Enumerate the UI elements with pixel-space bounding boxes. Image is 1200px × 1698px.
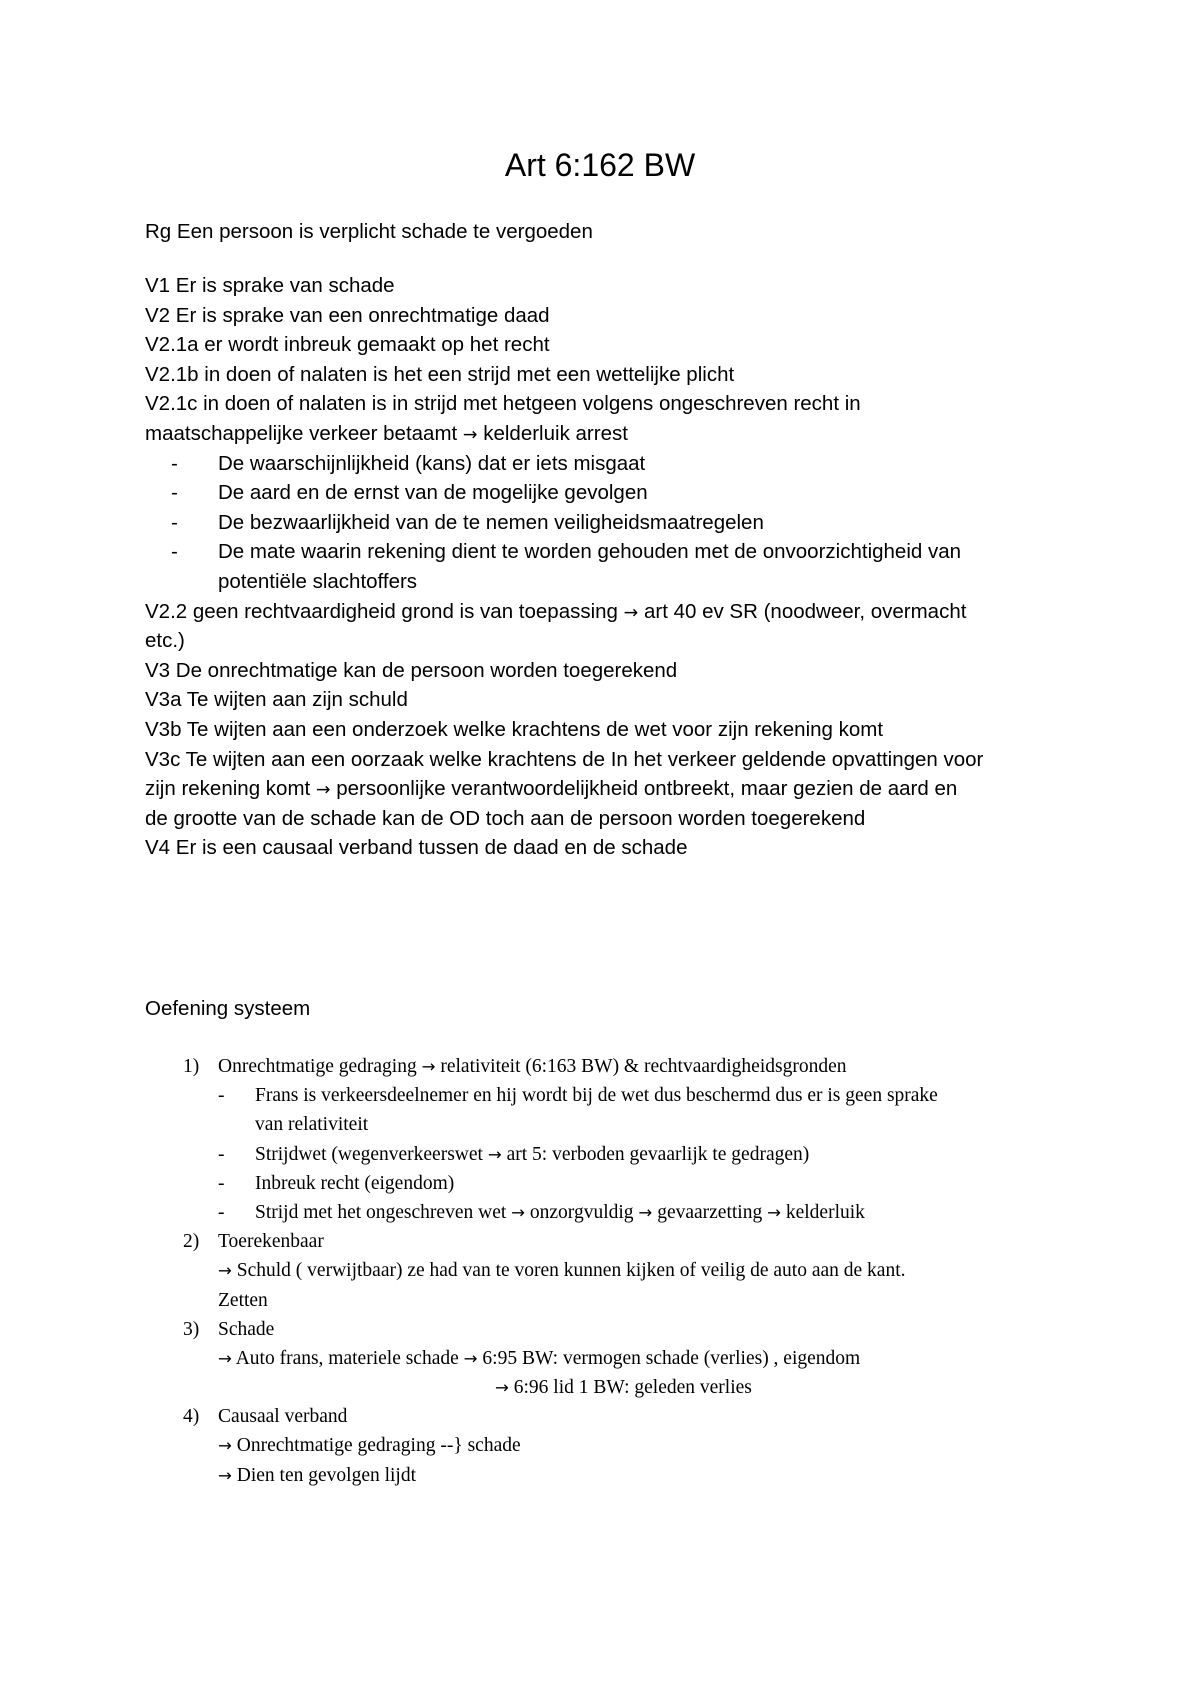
sub-text: [255, 1198, 1065, 1227]
factor-text: De aard en de ernst van de mogelijke gevolgen: [218, 481, 648, 505]
page-title: Art 6:162 BW: [504, 147, 696, 183]
text: Schuld ( verwijtbaar) ze had van te voren kunnen kijken of veilig de auto aan de kant.: [236, 1260, 906, 1282]
condition-v21a: V2.1a er wordt inbreuk gemaakt op het recht: [145, 333, 550, 357]
text: zijn rekening komt: [145, 777, 311, 801]
condition-v22: [145, 597, 1065, 627]
arrow-right-icon: →: [218, 1465, 232, 1485]
condition-v21c: V2.1c in doen of nalaten is in strijd met hetgeen volgens ongeschreven recht in: [145, 392, 861, 416]
arrow-right-icon: →: [462, 424, 478, 445]
rule-block: [145, 217, 1065, 247]
condition-v3: V3 De onrechtmatige kan de persoon worden toegerekend: [145, 658, 678, 682]
arrow-right-icon: →: [638, 1202, 653, 1222]
text: onzorgvuldig: [529, 1201, 634, 1223]
arrow-right-icon: →: [623, 602, 639, 623]
dash-bullet: -: [171, 510, 178, 534]
condition-v22-cont: etc.): [145, 629, 185, 653]
dash-bullet: -: [218, 1172, 225, 1194]
arrow-right-icon: →: [218, 1261, 232, 1281]
conditions-block: [145, 271, 1065, 863]
list-item: [145, 1052, 1065, 1081]
exercise-heading: Oefening systeem: [145, 997, 311, 1020]
list-item: [145, 1140, 1065, 1169]
arrow-right-icon: →: [487, 1144, 502, 1164]
condition-v3a: V3a Te wijten aan zijn schuld: [145, 688, 408, 712]
dash-bullet: -: [218, 1201, 225, 1223]
text: persoonlijke verantwoordelijkheid ontbreekt, maar gezien de aard en: [336, 777, 958, 801]
factor-text-cont: potentiële slachtoffers: [218, 569, 418, 593]
text: kelderluik: [785, 1201, 865, 1223]
condition-v2: V2 Er is sprake van een onrechtmatige daad: [145, 303, 550, 327]
factor-text: De waarschijnlijkheid (kans) dat er iets misgaat: [218, 451, 646, 475]
condition-v21b: V2.1b in doen of nalaten is het een strijd met een wettelijke plicht: [145, 362, 735, 386]
sub-text-cont: van relativiteit: [255, 1114, 369, 1136]
list-number: 3): [183, 1318, 200, 1340]
text: gevaarzetting: [657, 1201, 763, 1223]
condition-v21c-cont: [145, 419, 1065, 449]
item-text: [218, 1052, 1065, 1081]
item-detail: [145, 1256, 1065, 1285]
text: Onrechtmatige gedraging --} schade: [236, 1435, 521, 1457]
list-item: [145, 1402, 1065, 1431]
arrow-right-icon: →: [315, 780, 331, 801]
text: Onrechtmatige gedraging: [218, 1056, 417, 1077]
arrow-right-icon: →: [511, 1202, 526, 1222]
list-item: [145, 508, 1065, 538]
arrow-right-icon: →: [218, 1348, 232, 1368]
text: Strijd met het ongeschreven wet: [255, 1201, 507, 1223]
text: maatschappelijke verkeer betaamt: [145, 421, 458, 445]
rule-line: Rg Een persoon is verplicht schade te vergoeden: [145, 220, 593, 243]
item-detail: [145, 1344, 1065, 1373]
dash-bullet: -: [218, 1143, 225, 1165]
text: Auto frans, materiele schade: [235, 1347, 459, 1369]
factor-text: De bezwaarlijkheid van de te nemen veiligheidsmaatregelen: [218, 510, 764, 534]
arrow-right-icon: →: [421, 1057, 436, 1076]
list-item: [145, 478, 1065, 508]
text: 6:95 BW: vermogen schade (verlies) , eigendom: [482, 1347, 861, 1369]
exercise-list: [145, 1052, 1065, 1490]
list-item: [145, 1169, 1065, 1198]
condition-v4: V4 Er is een causaal verband tussen de daad en de schade: [145, 836, 688, 860]
text: Dien ten gevolgen lijdt: [236, 1464, 417, 1486]
item-text: Toerekenbaar: [218, 1231, 324, 1253]
condition-v3c: V3c Te wijten aan een oorzaak welke krachtens de In het verkeer geldende opvattingen voor: [145, 747, 984, 771]
item-text: Causaal verband: [218, 1406, 348, 1428]
text: art 40 ev SR (noodweer, overmacht: [643, 599, 967, 623]
text: V2.2 geen rechtvaardigheid grond is van toepassing: [145, 599, 618, 623]
text: kelderluik arrest: [483, 421, 628, 445]
item-detail-cont: Zetten: [218, 1289, 268, 1311]
dash-bullet: -: [218, 1085, 225, 1107]
list-item: [145, 1198, 1065, 1227]
list-number: 2): [183, 1231, 200, 1253]
condition-v3c-cont2: de grootte van de schade kan de OD toch aan de persoon worden toegerekend: [145, 806, 866, 830]
dash-bullet: -: [171, 540, 178, 564]
factor-text: De mate waarin rekening dient te worden gehouden met de onvoorzichtigheid van: [218, 540, 962, 564]
item-detail: [145, 1373, 1065, 1402]
condition-v1: V1 Er is sprake van schade: [145, 274, 395, 297]
dash-bullet: -: [171, 481, 178, 505]
dash-bullet: -: [171, 451, 178, 475]
sub-text: Inbreuk recht (eigendom): [255, 1172, 455, 1194]
list-item: [145, 1315, 1065, 1344]
arrow-right-icon: →: [463, 1348, 478, 1368]
text: art 5: verboden gevaarlijk te gedragen): [506, 1143, 810, 1165]
list-item: [145, 537, 1065, 567]
condition-v3c-cont: [145, 774, 1065, 804]
condition-v3b: V3b Te wijten aan een onderzoek welke krachtens de wet voor zijn rekening komt: [145, 717, 884, 741]
list-number: 1): [183, 1056, 200, 1077]
item-detail: [145, 1431, 1065, 1460]
text: relativiteit (6:163 BW) & rechtvaardigheidsgronden: [440, 1056, 847, 1077]
sub-text: [255, 1140, 1065, 1169]
list-item: [145, 1227, 1065, 1256]
arrow-right-icon: →: [218, 1436, 232, 1456]
text: Strijdwet (wegenverkeerswet: [255, 1143, 483, 1165]
exercise-heading-block: [145, 994, 1065, 1024]
list-item: [145, 449, 1065, 479]
arrow-right-icon: →: [495, 1378, 509, 1398]
item-text: Schade: [218, 1318, 275, 1340]
text: 6:96 lid 1 BW: geleden verlies: [513, 1377, 752, 1399]
sub-text: Frans is verkeersdeelnemer en hij wordt bij de wet dus beschermd dus er is geen sprake: [255, 1085, 938, 1107]
arrow-right-icon: →: [767, 1202, 781, 1222]
list-item: [145, 1081, 1065, 1110]
item-detail: [145, 1461, 1065, 1490]
list-number: 4): [183, 1406, 200, 1428]
